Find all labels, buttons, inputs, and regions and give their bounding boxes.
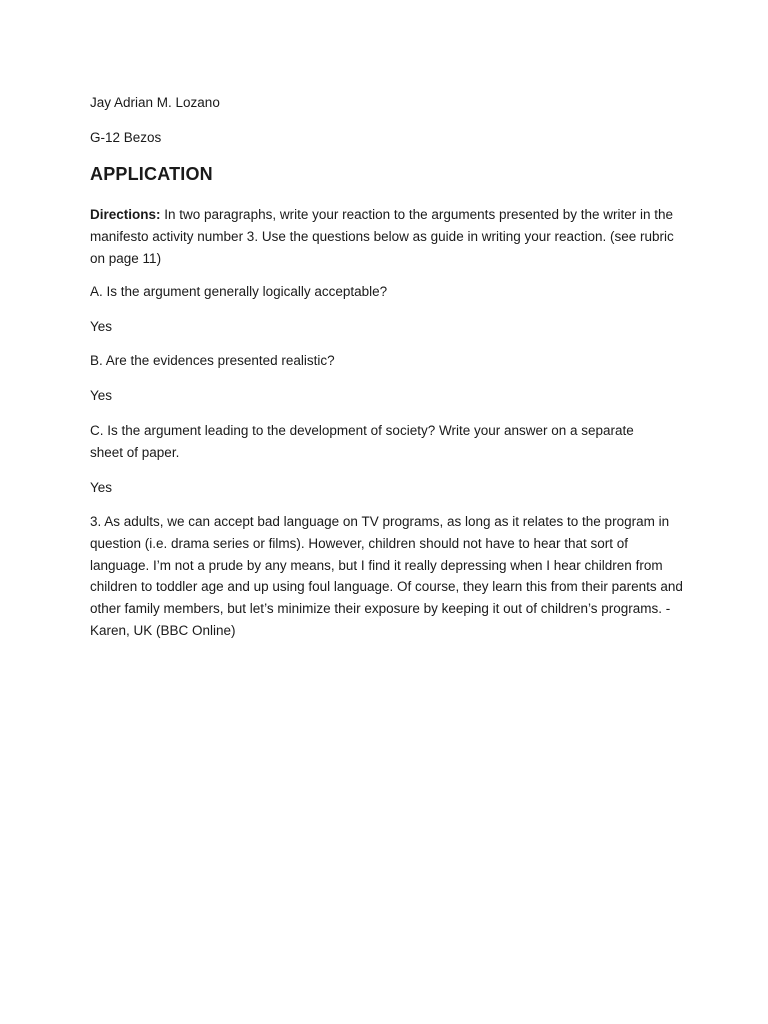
directions-label: Directions: <box>90 207 161 222</box>
question-b: B. Are the evidences presented realistic? <box>90 353 335 368</box>
section-name: G-12 Bezos <box>90 130 162 145</box>
question-c: C. Is the argument leading to the development of society? Write your answer on a separate sheet of paper. <box>90 423 634 460</box>
directions-text: In two paragraphs, write your reaction to the arguments presented by the writer in the manifesto activity number 3. Use the questions below as guide in writing your reaction. (see rubric on page 11) <box>90 207 674 266</box>
answer-a: Yes <box>90 319 113 334</box>
directions-paragraph <box>90 204 686 269</box>
student-name: Jay Adrian M. Lozano <box>90 95 220 110</box>
answer-c: Yes <box>90 480 113 495</box>
answer-b: Yes <box>90 388 113 403</box>
manifesto-paragraph: 3. As adults, we can accept bad language on TV programs, as long as it relates to the program in question (i.e. drama series or films). However, children should not have to hear that sort of language. I’m not a prude by any means, but I find it really depressing when I hear children from children to toddler age and up using foul language. Of course, they learn this from their parents and other family members, but let’s minimize their exposure by keeping it out of children’s programs. - Karen, UK (BBC Online) <box>90 514 683 638</box>
question-a: A. Is the argument generally logically acceptable? <box>90 284 388 299</box>
page-title: APPLICATION <box>90 164 213 184</box>
